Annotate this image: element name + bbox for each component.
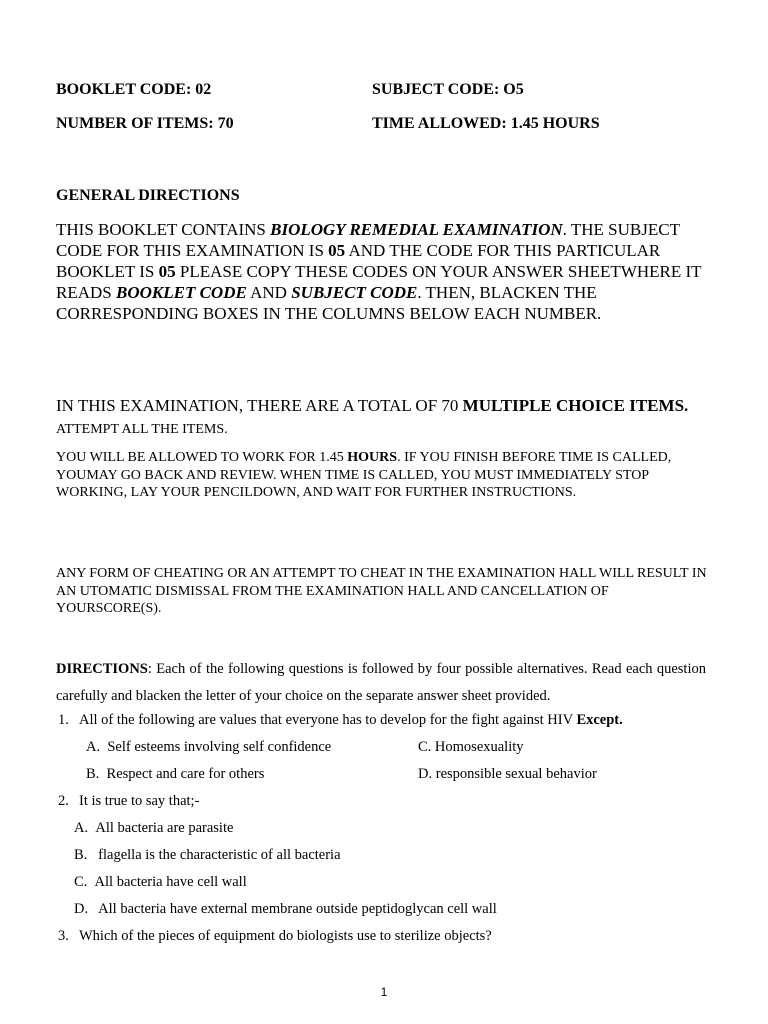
question-1-number: 1. xyxy=(58,712,69,728)
question-2-option-d: D. All bacteria have external membrane outside peptidoglycan cell wall xyxy=(74,901,497,917)
directions-paragraph: DIRECTIONS: Each of the following questions is followed by four possible alternatives. Read each question carefully and blacken the letter of your choice on the separate answer sheet provided. xyxy=(56,661,706,704)
time-instructions: YOU WILL BE ALLOWED TO WORK FOR 1.45 HOURS. IF YOU FINISH BEFORE TIME IS CALLED, YOUMAY GO BACK AND REVIEW. WHEN TIME IS CALLED, YOU MUST IMMEDIATELY STOP WORKING, LAY YOUR PENCILDOWN, AND WAIT FOR FURTHER INSTRUCTIONS. xyxy=(56,450,672,500)
question-3-text: Which of the pieces of equipment do biologists use to sterilize objects? xyxy=(79,928,492,944)
question-2-option-a: A. All bacteria are parasite xyxy=(74,820,234,836)
page-number: 1 xyxy=(380,985,388,999)
question-2-number: 2. xyxy=(58,793,69,809)
question-1-option-c: C. Homosexuality xyxy=(418,739,524,755)
total-items-instructions: IN THIS EXAMINATION, THERE ARE A TOTAL OF 70 MULTIPLE CHOICE ITEMS. ATTEMPT ALL THE ITEMS. xyxy=(56,396,689,437)
booklet-instructions: THIS BOOKLET CONTAINS BIOLOGY REMEDIAL EXAMINATION. THE SUBJECT CODE FOR THIS EXAMINATION IS 05 AND THE CODE FOR THIS PARTICULAR BOOKLET IS 05 PLEASE COPY THESE CODES ON YOUR ANSWER SHEETWHERE IT READS BOOKLET CODE AND SUBJECT CODE. THEN, BLACKEN THE CORRESPONDING BOXES IN THE COLUMNS BELOW EACH NUMBER. xyxy=(56,220,702,323)
question-1-option-d: D. responsible sexual behavior xyxy=(418,766,597,782)
booklet-code: BOOKLET CODE: 02 xyxy=(56,81,212,98)
number-of-items: NUMBER OF ITEMS: 70 xyxy=(56,115,234,132)
question-1-option-a: A. Self esteems involving self confidence xyxy=(86,739,332,755)
question-1-option-b: B. Respect and care for others xyxy=(86,766,265,782)
question-2-option-c: C. All bacteria have cell wall xyxy=(74,874,247,890)
general-directions-heading: GENERAL DIRECTIONS xyxy=(56,187,240,204)
question-1-text: All of the following are values that everyone has to develop for the fight against HIV Except. xyxy=(79,712,623,728)
question-2-text: It is true to say that;- xyxy=(79,793,200,809)
time-allowed: TIME ALLOWED: 1.45 HOURS xyxy=(372,115,600,132)
cheating-warning: ANY FORM OF CHEATING OR AN ATTEMPT TO CHEAT IN THE EXAMINATION HALL WILL RESULT IN AN UTOMATIC DISMISSAL FROM THE EXAMINATION HALL AND CANCELLATION OF YOURSCORE(S). xyxy=(56,566,707,616)
question-2-option-b: B. flagella is the characteristic of all bacteria xyxy=(74,847,341,863)
question-3-number: 3. xyxy=(58,928,69,944)
subject-code: SUBJECT CODE: O5 xyxy=(372,81,524,98)
